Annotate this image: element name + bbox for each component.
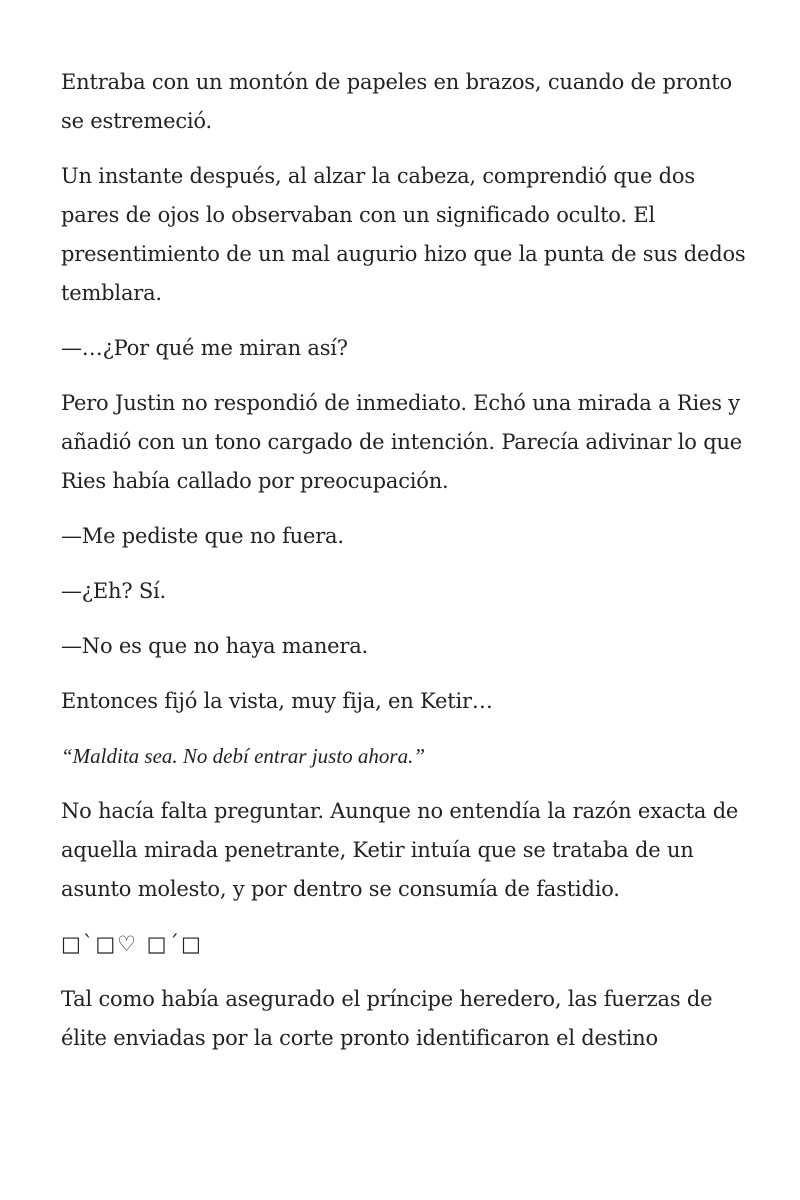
paragraph: Tal como había asegurado el príncipe heredero, las fuerzas de élite enviadas por la corte pronto identificaron el destino [61,987,713,1050]
paragraph: Un instante después, al alzar la cabeza, comprendió que dos pares de ojos lo observaban con un significado oculto. El presentimiento de un mal augurio hizo que la punta de sus dedos temblara. [61,164,746,305]
dialogue-line: —…¿Por qué me miran así? [61,336,348,360]
paragraph: No hacía falta preguntar. Aunque no entendía la razón exacta de aquella mirada penetrante, Ketir intuía que se trataba de un asunto molesto, y por dentro se consumía de fastidio. [61,799,739,901]
dialogue-line: —Me pediste que no fuera. [61,524,344,548]
paragraph: Entonces fijó la vista, muy fija, en Ketir… [61,689,493,713]
paragraph: Pero Justin no respondió de inmediato. Echó una mirada a Ries y añadió con un tono cargado de intención. Parecía adivinar lo que Ries había callado por preocupación. [61,391,743,493]
dialogue-line: —No es que no haya manera. [61,634,369,658]
reading-page [61,63,751,1074]
paragraph: Entraba con un montón de papeles en brazos, cuando de pronto se estremeció. [61,70,732,133]
scene-separator: □`□♡ □´□ [61,932,203,956]
dialogue-line: —¿Eh? Sí. [61,579,167,603]
italic-thought: “Maldita sea. No debí entrar justo ahora.” [61,744,426,768]
